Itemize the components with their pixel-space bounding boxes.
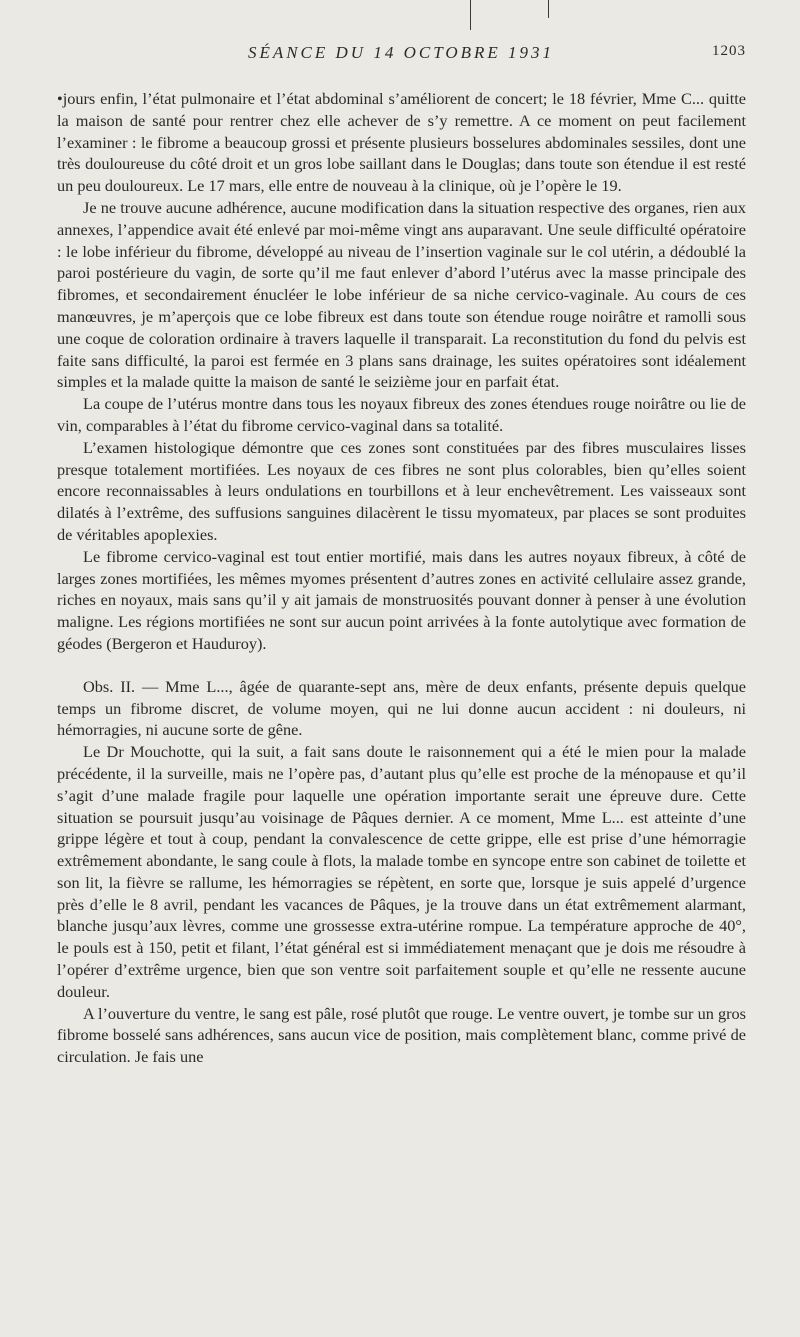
scan-mark [470,0,471,30]
paragraph: Je ne trouve aucune adhérence, aucune modification dans la situation respective des organes, rien aux annexes, l’appendice avait été enlevé par moi-même vingt ans auparavant. Une seule difficulté opératoire : le lobe inférieur du fibrome, développé au niveau de l’insertion vaginale sur le col utérin, a dédoublé la paroi postérieure du vagin, de sorte qu’il me faut enlever d’abord l’utérus avec la masse principale des fibromes, et secondairement énucléer le lobe inférieur de sa niche cervico-vaginale. Au cours de ces manœuvres, je m’aperçois que ce lobe fibreux est dans toute son étendue rouge noirâtre et ramolli sous une coque de coloration ordinaire à travers laquelle il transparait. La reconstitution du fond du pelvis est faite sans difficulté, la paroi est fermée en 3 plans sans drainage, les suites opératoires sont idéalement simples et la malade quitte la maison de santé le seizième jour en parfait état. [57,197,746,392]
paragraph: La coupe de l’utérus montre dans tous les noyaux fibreux des zones étendues rouge noirâtre ou lie de vin, comparables à l’état du fibrome cervico-vaginal dans sa totalité. [57,394,746,435]
paragraph: Le Dr Mouchotte, qui la suit, a fait sans doute le raisonnement qui a été le mien pour la malade précédente, il la surveille, mais ne l’opère pas, d’autant plus qu’elle est proche de la ménopause et qu’il s’agit d’une malade fragile pour laquelle une opération importante serait une épreuve dure. Cette situation se poursuit jusqu’au voisinage de Pâques dernier. A ce moment, Mme L... est atteinte d’une grippe légère et tout à coup, pendant la convalescence de cette grippe, elle est prise d’une hémorragie extrêmement abondante, le sang coule à flots, la malade tombe en syncope entre son cabinet de toilette et son lit, la fièvre se rallume, les hémorragies se répètent, en sorte que, lorsque je suis appelé d’urgence près d’elle le 8 avril, pendant les vacances de Pâques, je la trouve dans un état extrêmement alarmant, blanche jusqu’aux lèvres, comme une grossesse extra-utérine rompue. La température approche de 40°, le pouls est à 150, petit et filant, l’état général est si immédiatement menaçant que je dois me résoudre à l’opérer d’extrême urgence, bien que son ventre soit parfaitement souple et qu’elle ne ressente aucune douleur. [57,742,746,1001]
page-number: 1203 [712,43,746,59]
paragraph: L’examen histologique démontre que ces zones sont constituées par des fibres musculaires lisses presque totalement mortifiées. Les noyaux de ces fibres ne sont plus colorables, bien qu’elles soient encore reconnaissables à leurs ondulations en tourbillons et à leur enchevêtrement. Les vaisseaux sont dilatés à l’extrême, des suffusions sanguines dilacèrent le tissu myomateux, par places se sont produites de véritables apoplexies. [57,437,746,544]
section-gap [57,655,746,676]
scan-mark [548,0,549,18]
observation-heading-paragraph: Obs. II. — Mme L..., âgée de quarante-sept ans, mère de deux enfants, présente depuis quelque temps un fibrome discret, de volume moyen, qui ne lui donne aucun accident : ni douleurs, ni hémorragies, ni aucune sorte de gêne. [57,676,746,740]
paragraph: Le fibrome cervico-vaginal est tout entier mortifié, mais dans les autres noyaux fibreux, à côté de larges zones mortifiées, les mêmes myomes présentent d’autres zones en activité cellulaire assez grande, riches en noyaux, mais sans qu’il y ait jamais de monstruosités pouvant donner à penser à une évolution maligne. Les régions mortifiées ne sont sur aucun point arrivées à la fonte autolytique avec formation de géodes (Bergeron et Hauduroy). [57,546,746,653]
paragraph: •jours enfin, l’état pulmonaire et l’état abdominal s’améliorent de concert; le 18 février, Mme C... quitte la maison de santé pour rentrer chez elle achever de s’y remettre. A ce moment on peut facilement l’examiner : le fibrome a beaucoup grossi et présente plusieurs bosselures abdominales sessiles, dont une très douloureuse du côté droit et un gros lobe saillant dans le Douglas; dans toute son étendue il est resté un peu douloureux. Le 17 mars, elle entre de nouveau à la clinique, où je l’opère le 19. [57,89,746,196]
article-body [57,88,746,1068]
page-header [56,41,746,69]
running-title: SÉANCE DU 14 OCTOBRE 1931 [247,43,555,62]
paragraph: A l’ouverture du ventre, le sang est pâle, rosé plutôt que rouge. Le ventre ouvert, je tombe sur un gros fibrome bosselé sans adhérences, sans aucun vice de position, mais complètement blanc, comme privé de circulation. Je fais une [57,1003,746,1067]
